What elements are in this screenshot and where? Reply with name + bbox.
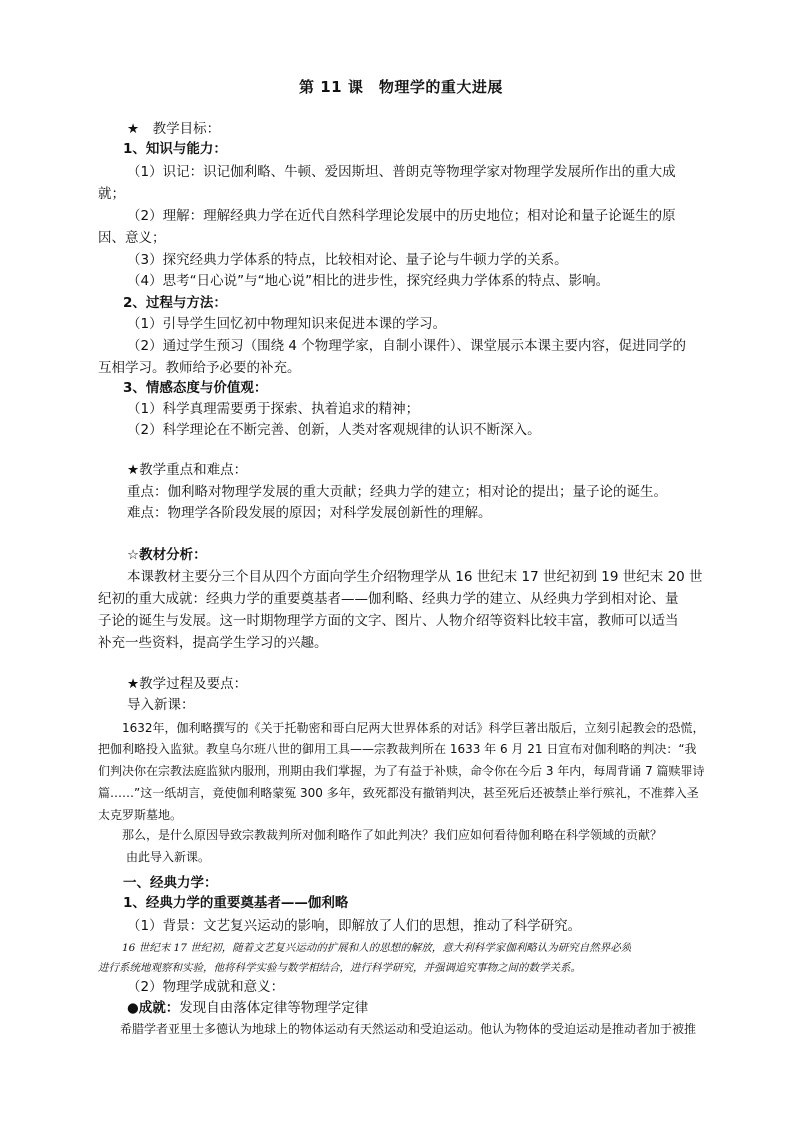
knowledge-item-2b: 因、意义； (98, 230, 166, 246)
section-classical-mechanics-heading: 一、经典力学： (123, 875, 218, 891)
process-method-item-2a: （2）通过学生预习（围绕 4 个物理学家，自制小课件）、课堂展示本课主要内容，促进同学的 (127, 338, 687, 354)
process-intro: 导入新课： (127, 697, 195, 713)
story-line-5: 太克罗斯墓地。 (98, 808, 183, 822)
knowledge-item-2a: （2）理解：理解经典力学在近代自然科学理论发展中的历史地位；相对论和量子论诞生的原 (127, 208, 676, 224)
achievement-text: 发现自由落体定律等物理学定律 (179, 1000, 369, 1016)
values-item-1: （1）科学真理需要勇于探索、执着追求的精神； (127, 401, 420, 417)
story-line-2: 把伽利略投入监狱。教皇乌尔班八世的御用工具——宗教裁判所在 1633 年 6 月 21 日宣布对伽利略的判决：“我 (98, 742, 697, 756)
lesson-title: 第 11 课 物理学的重大进展 (299, 78, 503, 96)
analysis-line-2: 纪初的重大成就：经典力学的重要奠基者——伽利略、经典力学的建立、从经典力学到相对论、量 (98, 591, 679, 607)
knowledge-item-4: （4）思考“日心说”与“地心说”相比的进步性，探究经典力学体系的特点、影响。 (127, 273, 610, 289)
achievements-heading: （2）物理学成就和意义： (127, 979, 285, 995)
bullet-icon: ● (127, 1000, 139, 1016)
note-line-1: 16 世纪末 17 世纪初，随着文艺复兴运动的扩展和人的思想的解放，意大利科学家伽利略认为研究自然界必须 (122, 942, 632, 954)
keypoints-difficult: 难点：物理学各阶段发展的原因；对科学发展创新性的理解。 (127, 505, 492, 521)
achievement-label: 成就： (138, 1000, 180, 1016)
analysis-line-1: 本课教材主要分三个目从四个方面向学生介绍物理学从 16 世纪末 17 世纪初到 19 世纪末 20 世 (127, 569, 703, 585)
process-method-item-1: （1）引导学生回忆初中物理知识来促进本课的学习。 (127, 316, 447, 332)
knowledge-heading: 1、知识与能力： (123, 141, 227, 157)
galileo-subheading: 1、经典力学的重要奠基者——伽利略 (123, 895, 349, 911)
analysis-heading: ☆教材分析： (127, 547, 207, 563)
process-method-item-2b: 互相学习。教师给予必要的补充。 (98, 360, 301, 376)
background-line: （1）背景：文艺复兴运动的影响，即解放了人们的思想，推动了科学研究。 (127, 918, 582, 934)
knowledge-item-3: （3）探究经典力学体系的特点，比较相对论、量子论与牛顿力学的关系。 (127, 252, 568, 268)
values-item-2: （2）科学理论在不断完善、创新，人类对客观规律的认识不断深入。 (127, 422, 541, 438)
knowledge-item-1a: （1）识记：识记伽利略、牛顿、爱因斯坦、普朗克等物理学家对物理学发展所作出的重大成 (127, 164, 676, 180)
values-heading: 3、情感态度与价值观： (123, 380, 268, 396)
story-line-3: 们判决你在宗教法庭监狱内服刑，刑期由我们掌握，为了有益于补赎，命令你在今后 3 年内，每周背诵 7 篇赎罪诗 (98, 764, 705, 778)
keypoints-key: 重点：伽利略对物理学发展的重大贡献；经典力学的建立；相对论的提出；量子论的诞生。 (127, 484, 667, 500)
analysis-line-4: 补充一些资料，提高学生学习的兴趣。 (98, 635, 328, 651)
knowledge-item-1b: 就； (98, 186, 125, 202)
analysis-line-3: 子论的诞生与发展。这一时期物理学方面的文字、图片、人物介绍等资料比较丰富，教师可以适当 (98, 613, 679, 629)
aristotle-line: 希腊学者亚里士多德认为地球上的物体运动有天然运动和受迫运动。他认为物体的受迫运动是推动者加于被推 (120, 1022, 697, 1036)
process-heading: ★教学过程及要点： (127, 676, 248, 692)
process-method-heading: 2、过程与方法： (123, 295, 227, 311)
achievement-line (127, 998, 368, 1018)
objectives-heading: ★ 教学目标： (127, 121, 221, 137)
keypoints-heading: ★教学重点和难点： (127, 462, 248, 478)
story-line-1: 1632年，伽利略撰写的《关于托勒密和哥白尼两大世界体系的对话》科学巨著出版后，立刻引起教会的恐慌， (122, 721, 705, 735)
note-line-2: 进行系统地观察和实验，他将科学实验与数学相结合，进行科学研究，并强调追究事物之间的数学关系。 (98, 962, 581, 974)
question-line: 那么，是什么原因导致宗教裁判所对伽利略作了如此判决？我们应如何看待伽利略在科学领域的贡献？ (122, 828, 663, 842)
lead-in-line: 由此导入新课。 (126, 850, 211, 864)
story-line-4: 篇……”这一纸胡言，竟使伽利略蒙冤 300 多年，致死都没有撤销判决，甚至死后还被禁止举行殡礼，不准葬入圣 (98, 786, 699, 800)
